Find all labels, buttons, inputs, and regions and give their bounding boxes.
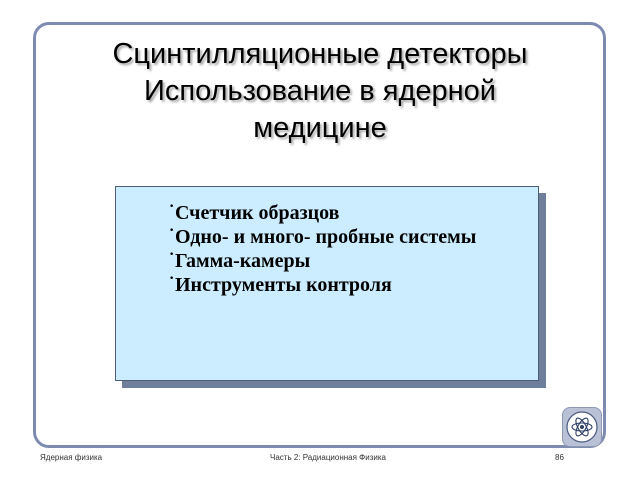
footer-page-number: 86 [555, 453, 564, 462]
bullet-list [169, 201, 499, 297]
bullet-item: · Счетчик образцов [169, 201, 499, 225]
footer-section-name: Часть 2: Радиационная Физика [270, 453, 386, 462]
bullet-item: · Инструменты контроля [169, 273, 499, 297]
bullet-item: · Одно- и много- пробные системы [169, 225, 499, 249]
atom-logo-icon [562, 407, 602, 447]
bullet-item: · Гамма-камеры [169, 249, 499, 273]
title-line-2: Использование в ядерной [144, 75, 496, 107]
title-line-1: Сцинтилляционные детекторы [112, 38, 528, 70]
bullet-panel [115, 186, 539, 381]
footer-course-name: Ядерная физика [40, 453, 103, 462]
atom-icon [563, 408, 601, 446]
title-line-3: медицине [253, 112, 387, 144]
slide-title [40, 36, 600, 147]
